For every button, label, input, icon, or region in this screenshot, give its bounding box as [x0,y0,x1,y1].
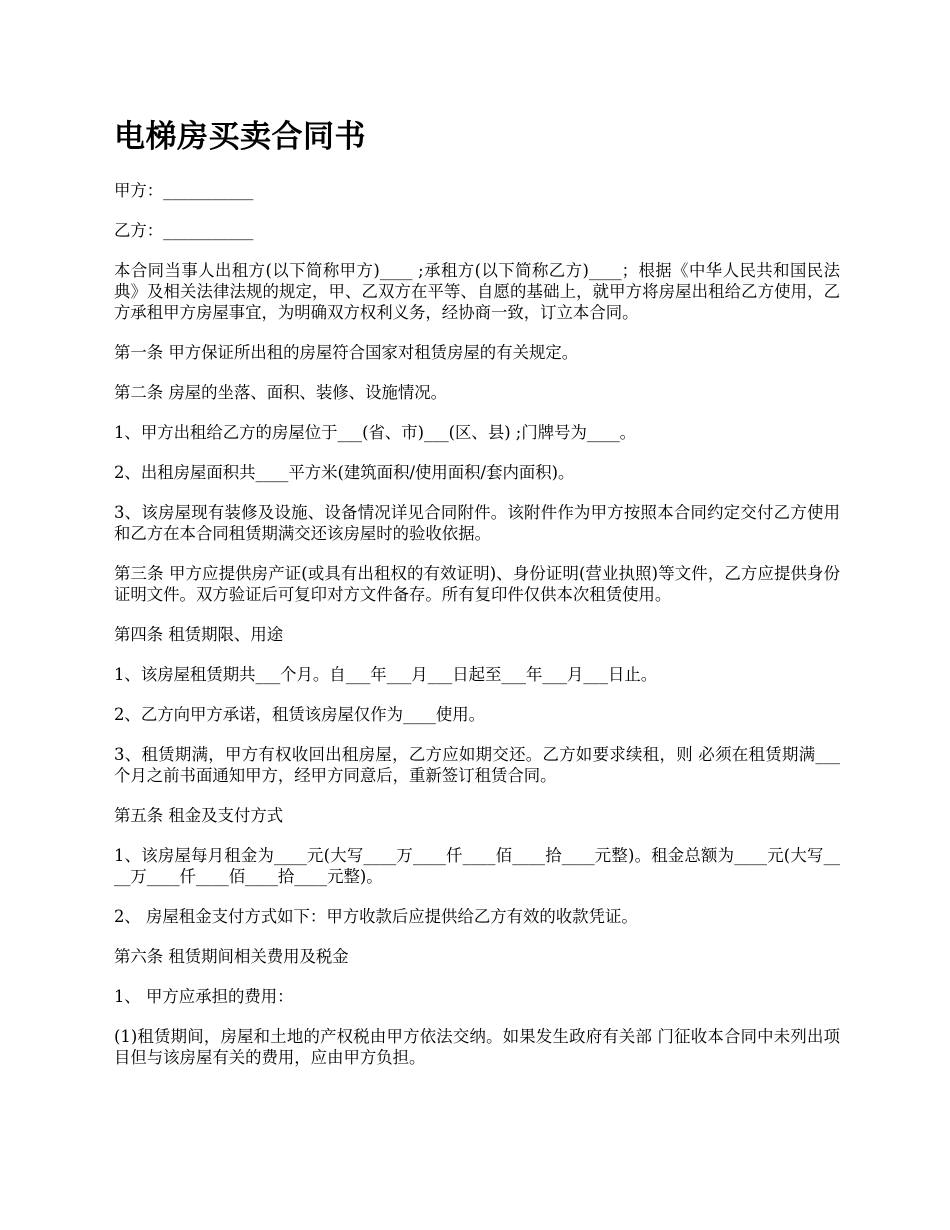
contract-preamble: 本合同当事人出租方(以下简称甲方)____ ;承租方(以下简称乙方)____；根据《中华人民共和国民法典》及相关法律法规的规定，甲、乙双方在平等、自愿的基础上，就甲方将房屋出租给乙方使用，乙方承租甲方房屋事宜，为明确双方权利义务，经协商一致，订立本合同。 [114,261,840,322]
article-4-item-3: 3、租赁期满，甲方有权收回出租房屋，乙方应如期交还。乙方如要求续租，则 必须在租赁期满___个月之前书面通知甲方，经甲方同意后，重新签订租赁合同。 [114,745,840,785]
document-body [114,116,840,1086]
party-a-line: 甲方：___________ [114,181,254,200]
article-5-item-1: 1、该房屋每月租金为____元(大写____万____仟____佰____拾____元整)。租金总额为____元(大写____万____仟____佰____拾____元整)。 [114,846,840,886]
article-3: 第三条 甲方应提供房产证(或具有出租权的有效证明)、身份证明(营业执照)等文件，乙方应提供身份证明文件。双方验证后可复印对方文件备存。所有复印件仅供本次租赁使用。 [114,564,840,604]
article-6-item-1-sub-1: (1)租赁期间，房屋和土地的产权税由甲方依法交纳。如果发生政府有关部 门征收本合同中未列出项目但与该房屋有关的费用，应由甲方负担。 [114,1027,840,1067]
page-title: 电梯房买卖合同书 [114,119,366,155]
article-6-heading: 第六条 租赁期间相关费用及税金 [114,947,349,966]
article-4-item-1: 1、该房屋租赁期共___个月。自___年___月___日起至___年___月___日止。 [114,665,658,684]
article-5-item-2: 2、 房屋租金支付方式如下：甲方收款后应提供给乙方有效的收款凭证。 [114,907,638,926]
article-2-item-3: 3、该房屋现有装修及设施、设备情况详见合同附件。该附件作为甲方按照本合同约定交付乙方使用和乙方在本合同租赁期满交还该房屋时的验收依据。 [114,503,840,543]
article-1: 第一条 甲方保证所出租的房屋符合国家对租赁房屋的有关规定。 [114,343,579,362]
article-2-item-2: 2、出租房屋面积共____平方米(建筑面积/使用面积/套内面积)。 [114,463,575,482]
article-4-item-2: 2、乙方向甲方承诺，租赁该房屋仅作为____使用。 [114,705,486,724]
party-b-line: 乙方：___________ [114,221,254,240]
article-5-heading: 第五条 租金及支付方式 [114,806,284,825]
article-2-item-1: 1、甲方出租给乙方的房屋位于___(省、市)___(区、县) ;门牌号为____。 [114,423,637,442]
article-4-heading: 第四条 租赁期限、用途 [114,625,284,644]
article-6-item-1: 1、 甲方应承担的费用： [114,987,294,1006]
article-2-heading: 第二条 房屋的坐落、面积、装修、设施情况。 [114,383,448,402]
